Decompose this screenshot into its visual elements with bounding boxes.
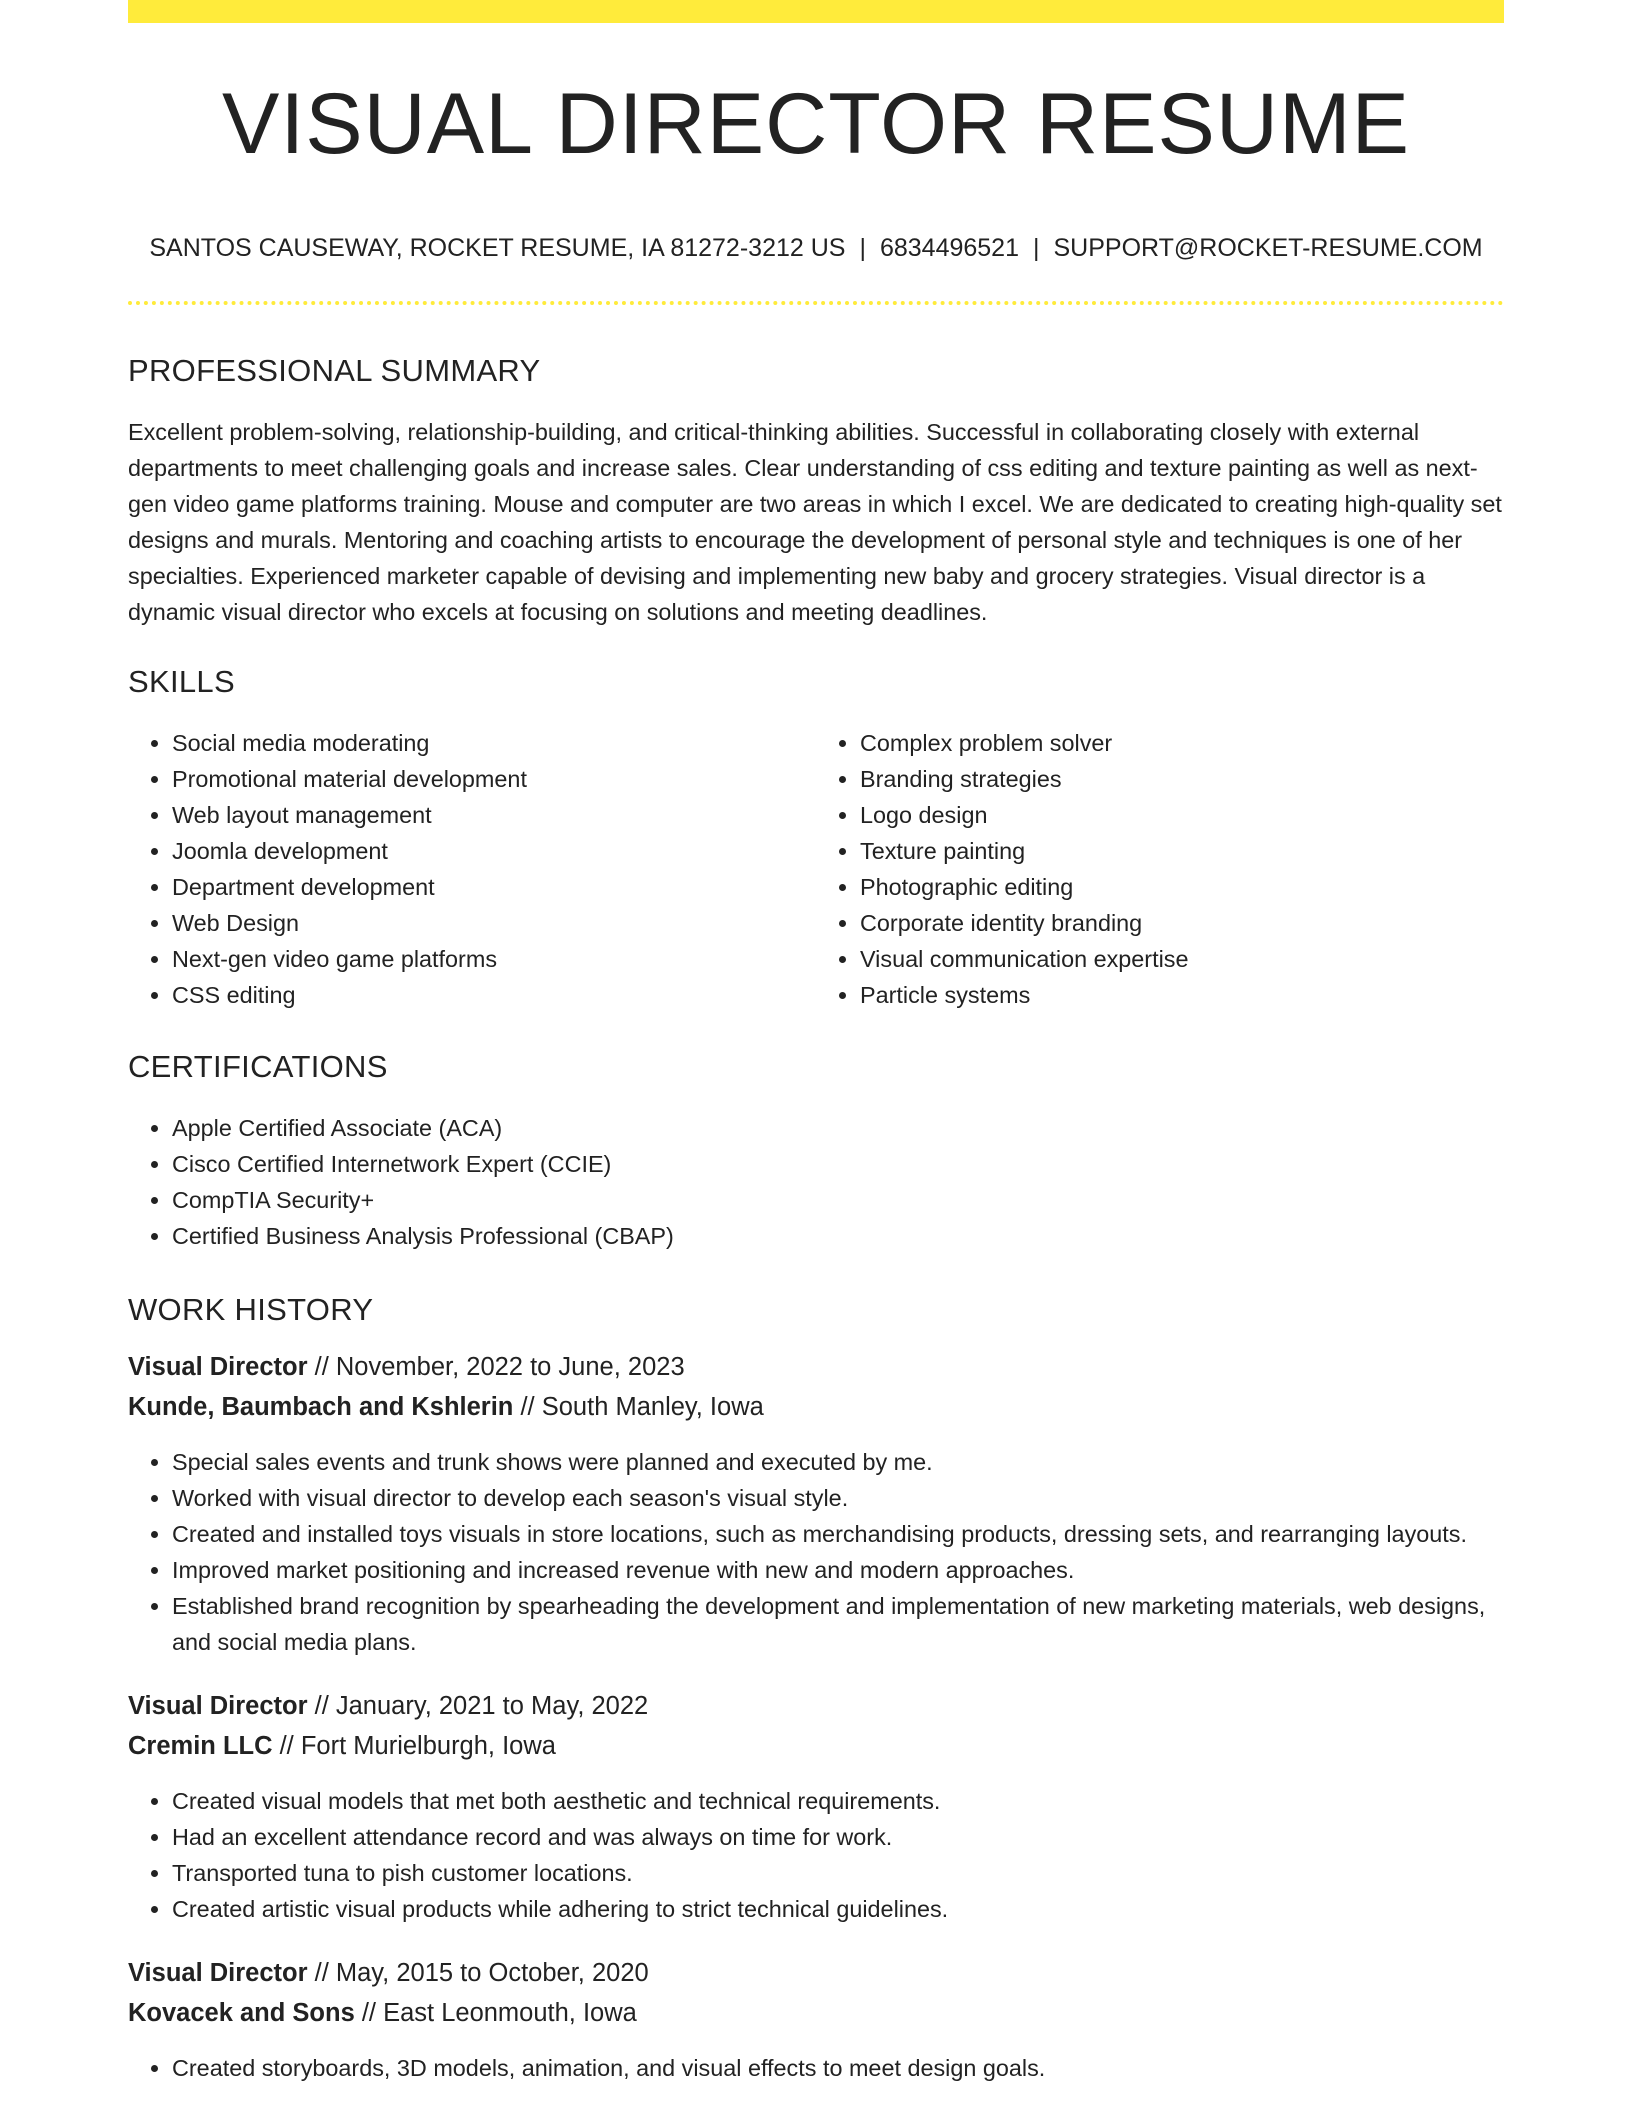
contact-line bbox=[128, 233, 1504, 263]
job-bullets bbox=[128, 1444, 1504, 1660]
skill-item: • Promotional material development bbox=[172, 761, 816, 797]
skills-left-list bbox=[128, 725, 816, 1013]
certification-item: • Apple Certified Associate (ACA) bbox=[172, 1110, 1504, 1146]
job-company-line bbox=[128, 1731, 1504, 1760]
job-title-line bbox=[128, 1961, 1504, 1987]
job-title: Visual Director bbox=[128, 1692, 308, 1720]
skill-item: • Photographic editing bbox=[860, 869, 1504, 905]
job-entry bbox=[128, 1694, 1504, 1927]
job-bullet: • Established brand recognition by spearheading the development and implementation of new marketing materials, web designs, and social media plans. bbox=[172, 1588, 1504, 1660]
certification-item: • Cisco Certified Internetwork Expert (CCIE) bbox=[172, 1146, 1504, 1182]
job-bullet: • Worked with visual director to develop each season's visual style. bbox=[172, 1480, 1504, 1516]
job-bullet: • Created and installed toys visuals in store locations, such as merchandising products, dressing sets, and rearranging layouts. bbox=[172, 1516, 1504, 1552]
job-bullet: • Created visual models that met both aesthetic and technical requirements. bbox=[172, 1783, 1504, 1819]
job-dates: January, 2021 to May, 2022 bbox=[335, 1692, 649, 1720]
field-separator: // bbox=[307, 1692, 336, 1720]
work-history-heading: WORK HISTORY bbox=[128, 1292, 374, 1327]
job-bullet: • Created storyboards, 3D models, animation, and visual effects to meet design goals. bbox=[172, 2050, 1504, 2086]
skill-item: • Visual communication expertise bbox=[860, 941, 1504, 977]
job-entry bbox=[128, 1961, 1504, 2086]
field-separator: // bbox=[307, 1959, 336, 1987]
resume-page bbox=[128, 0, 1504, 2086]
skills-columns bbox=[128, 725, 1504, 1013]
job-title-line bbox=[128, 1355, 1504, 1381]
job-bullet: • Had an excellent attendance record and was always on time for work. bbox=[172, 1819, 1504, 1855]
job-title-line bbox=[128, 1694, 1504, 1720]
job-bullet: • Special sales events and trunk shows were planned and executed by me. bbox=[172, 1444, 1504, 1480]
contact-separator: | bbox=[859, 234, 866, 262]
job-bullet: • Transported tuna to pish customer locations. bbox=[172, 1855, 1504, 1891]
job-bullets bbox=[128, 2050, 1504, 2086]
field-separator: // bbox=[354, 1998, 384, 2027]
skill-item: • Branding strategies bbox=[860, 761, 1504, 797]
job-title: Visual Director bbox=[128, 1353, 308, 1381]
field-separator: // bbox=[513, 1392, 542, 1421]
job-company-line bbox=[128, 1392, 1504, 1421]
job-dates: May, 2015 to October, 2020 bbox=[335, 1959, 649, 1987]
skill-item: • Logo design bbox=[860, 797, 1504, 833]
job-company: Cremin LLC bbox=[128, 1731, 273, 1760]
job-location: South Manley, Iowa bbox=[541, 1392, 764, 1421]
job-bullet: • Improved market positioning and increased revenue with new and modern approaches. bbox=[172, 1552, 1504, 1588]
certifications-list bbox=[128, 1110, 1504, 1254]
job-location: East Leonmouth, Iowa bbox=[383, 1998, 637, 2027]
job-company: Kunde, Baumbach and Kshlerin bbox=[128, 1392, 514, 1421]
skill-item: • Particle systems bbox=[860, 977, 1504, 1013]
resume-title: VISUAL DIRECTOR RESUME bbox=[222, 76, 1410, 172]
job-dates: November, 2022 to June, 2023 bbox=[335, 1353, 685, 1381]
skills-heading: SKILLS bbox=[128, 664, 235, 699]
job-location: Fort Murielburgh, Iowa bbox=[300, 1731, 556, 1760]
certifications-heading: CERTIFICATIONS bbox=[128, 1049, 388, 1084]
skill-item: • Corporate identity branding bbox=[860, 905, 1504, 941]
skill-item: • Complex problem solver bbox=[860, 725, 1504, 761]
job-bullet: • Created artistic visual products while adhering to strict technical guidelines. bbox=[172, 1891, 1504, 1927]
field-separator: // bbox=[272, 1731, 301, 1760]
skills-right-list bbox=[816, 725, 1504, 1013]
dotted-divider bbox=[128, 301, 1504, 305]
job-bullets bbox=[128, 1783, 1504, 1927]
field-separator: // bbox=[307, 1353, 336, 1381]
certification-item: • Certified Business Analysis Professional (CBAP) bbox=[172, 1218, 1504, 1254]
skill-item: • Next-gen video game platforms bbox=[172, 941, 816, 977]
contact-email: SUPPORT@ROCKET-RESUME.COM bbox=[1053, 234, 1483, 262]
job-entry bbox=[128, 1355, 1504, 1660]
skill-item: • CSS editing bbox=[172, 977, 816, 1013]
skill-item: • Joomla development bbox=[172, 833, 816, 869]
job-company: Kovacek and Sons bbox=[128, 1998, 355, 2027]
skill-item: • Department development bbox=[172, 869, 816, 905]
skill-item: • Social media moderating bbox=[172, 725, 816, 761]
job-company-line bbox=[128, 1998, 1504, 2027]
skill-item: • Web Design bbox=[172, 905, 816, 941]
contact-separator: | bbox=[1033, 234, 1040, 262]
skill-item: • Web layout management bbox=[172, 797, 816, 833]
summary-heading: PROFESSIONAL SUMMARY bbox=[128, 353, 541, 388]
contact-phone: 6834496521 bbox=[879, 234, 1019, 262]
summary-text: Excellent problem-solving, relationship-building, and critical-thinking abilities. Successful in collaborating closely with external departments to meet challenging goals and increase sales. Clear understanding of css editing and texture painting as well as next-gen video game platforms training. Mouse and computer are two areas in which I excel. We are dedicated to creating high-quality set designs and murals. Mentoring and coaching artists to encourage the development of personal style and techniques is one of her specialties. Experienced marketer capable of devising and implementing new baby and grocery strategies. Visual director is a dynamic visual director who excels at focusing on solutions and meeting deadlines. bbox=[128, 419, 1502, 625]
job-title: Visual Director bbox=[128, 1959, 308, 1987]
certification-item: • CompTIA Security+ bbox=[172, 1182, 1504, 1218]
top-accent-bar bbox=[128, 0, 1504, 23]
contact-address: SANTOS CAUSEWAY, ROCKET RESUME, IA 81272-3212 US bbox=[149, 234, 846, 262]
skill-item: • Texture painting bbox=[860, 833, 1504, 869]
